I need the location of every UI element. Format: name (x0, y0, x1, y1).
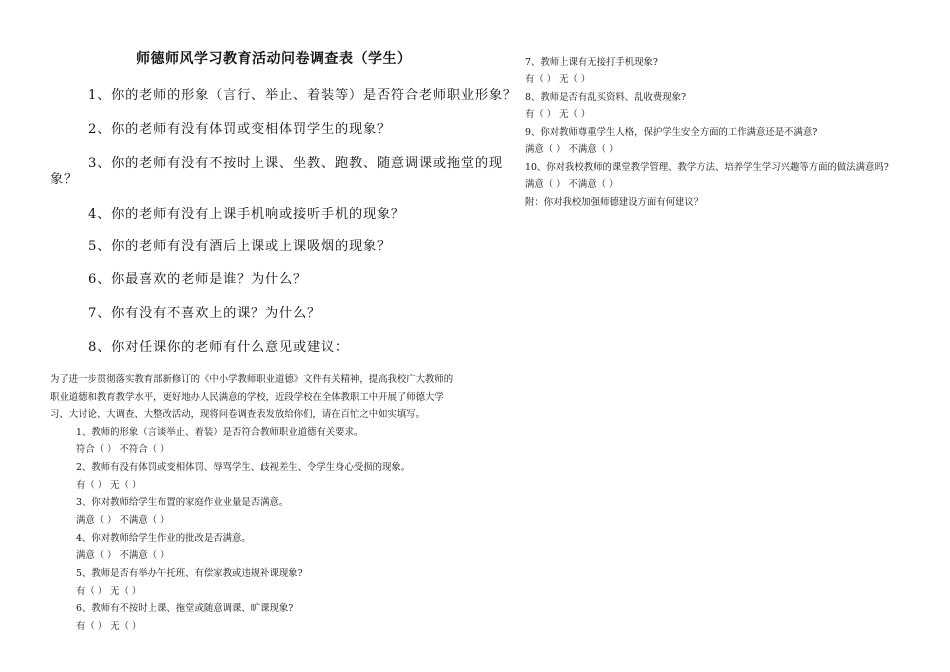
survey-question: 7、教师上课有无接打手机现象? (525, 57, 658, 68)
survey-title: 师德师风学习教育活动问卷调查表（学生） (136, 51, 412, 67)
answer-options: 满意（ ） 不满意（ ） (76, 550, 170, 561)
question-2: 2、你的老师有没有体罚或变相体罚学生的现象？ (88, 122, 391, 137)
intro-line: 习、大讨论、大调查、大整改活动，现将问卷调查表发放给你们，请在百忙之中如实填写。 (50, 409, 426, 420)
question-3: 3、你的老师有没有不按时上课、坐教、跑教、随意调课或拖堂的现 (88, 156, 503, 171)
survey-question: 6、教师有不按时上课、拖堂或随意调课、旷课现象? (76, 603, 294, 614)
intro-line: 为了进一步贯彻落实教育部新修订的《中小学教师职业道德》文件有关精神，提高我校广大教师的 (50, 374, 454, 385)
survey-question: 2、教师有没有体罚或变相体罚、辱骂学生、歧视差生、令学生身心受损的现象。 (76, 462, 411, 473)
answer-options: 满意（ ） 不满意（ ） (76, 515, 170, 526)
answer-options: 有（ ） 无（ ） (76, 480, 142, 491)
survey-question: 3、你对教师给学生布置的家庭作业业量是否满意。 (76, 497, 289, 508)
answer-options: 有（ ） 无（ ） (525, 74, 591, 85)
survey-question: 4、你对教师给学生作业的批改是否满意。 (76, 533, 251, 544)
question-8: 8、你对任课你的老师有什么意见或建议： (88, 340, 349, 355)
question-7: 7、你有没有不喜欢上的课？为什么？ (88, 306, 321, 321)
intro-line: 职业道德和教育教学水平，更好地办人民满意的学校，近段学校在全体教职工中开展了师德大学 (50, 392, 444, 403)
answer-options: 满意（ ） 不满意（ ） (525, 144, 619, 155)
survey-question: 5、教师是否有举办午托班、有偿家教或违规补课现象? (76, 568, 303, 579)
answer-options: 有（ ） 无（ ） (525, 109, 591, 120)
survey-question: 8、教师是否有乱买资料、乱收费现象? (525, 92, 686, 103)
survey-question: 1、教师的形象（言谈举止、着装）是否符合教师职业道德有关要求。 (76, 427, 364, 438)
answer-options: 有（ ） 无（ ） (76, 621, 142, 632)
survey-question: 10、你对我校教师的课堂教学管理、教学方法、培养学生学习兴趣等方面的做法满意吗? (525, 162, 889, 173)
answer-options: 满意（ ） 不满意（ ） (525, 179, 619, 190)
question-6: 6、你最喜欢的老师是谁？为什么？ (88, 272, 308, 287)
question-5: 5、你的老师有没有酒后上课或上课吸烟的现象？ (88, 239, 391, 254)
appendix-question: 附：你对我校加强师德建设方面有何建议？ (525, 197, 704, 208)
question-1: 1、你的老师的形象（言行、举止、着装等）是否符合老师职业形象？ (88, 88, 517, 103)
question-4: 4、你的老师有没有上课手机响或接听手机的现象？ (88, 207, 405, 222)
survey-question: 9、你对教师尊重学生人格，保护学生安全方面的工作满意还是不满意? (525, 127, 818, 138)
question-3-continuation: 象？ (50, 172, 78, 187)
answer-options: 有（ ） 无（ ） (76, 586, 142, 597)
answer-options: 符合（ ） 不符合（ ） (76, 444, 170, 455)
